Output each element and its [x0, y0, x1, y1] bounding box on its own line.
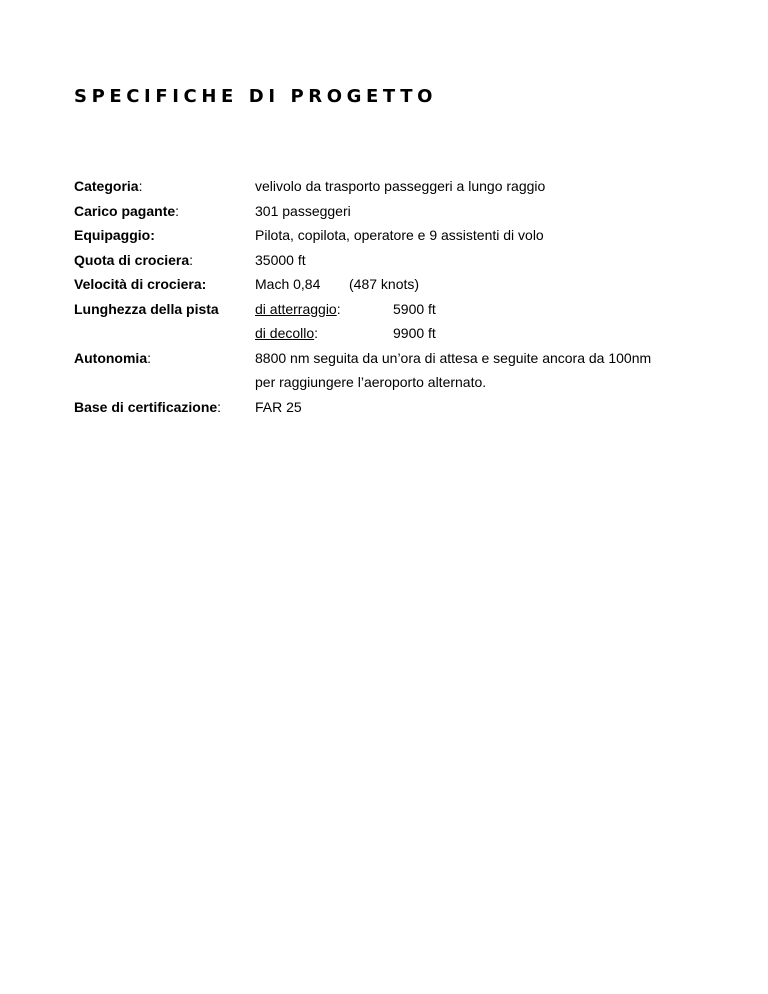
spec-value: Mach 0,84: [255, 276, 321, 292]
spec-sub-value: 9900 ft: [393, 325, 436, 341]
spec-label: Velocità di crociera:: [74, 276, 207, 292]
spec-row-categoria: [74, 176, 714, 201]
spec-sub-label: di decollo:: [255, 325, 319, 341]
spec-value: FAR 25: [255, 398, 302, 415]
spec-value: per raggiungere l’aeroporto alternato.: [255, 374, 487, 390]
spec-label: Equipaggio:: [74, 227, 155, 243]
spec-row-equipaggio: [74, 225, 714, 250]
spec-row-quota-crociera: [74, 250, 714, 275]
spec-row-lunghezza-pista: [74, 299, 714, 324]
specifications-list: [74, 176, 714, 421]
spec-label: Base di certificazione:: [74, 398, 222, 415]
spec-value: 301 passeggeri: [255, 202, 351, 219]
spec-row-autonomia: [74, 348, 714, 373]
spec-row-carico-pagante: [74, 201, 714, 226]
spec-row-base-certificazione: [74, 397, 714, 422]
spec-sub-value: 5900 ft: [393, 300, 436, 317]
spec-value-secondary: (487 knots): [349, 276, 420, 292]
spec-value: velivolo da trasporto passeggeri a lungo raggio: [255, 178, 546, 194]
spec-value: Pilota, copilota, operatore e 9 assistenti di volo: [255, 227, 544, 243]
spec-label: Quota di crociera:: [74, 251, 194, 268]
spec-value: 35000 ft: [255, 251, 306, 268]
spec-row-autonomia-continued: [74, 372, 714, 397]
spec-value: 8800 nm seguita da un’ora di attesa e seguite ancora da 100nm: [255, 349, 652, 366]
spec-row-velocita-crociera: [74, 274, 714, 299]
spec-sub-label: di atterraggio:: [255, 300, 341, 317]
spec-label: Carico pagante:: [74, 202, 180, 219]
spec-label: Categoria:: [74, 178, 143, 194]
page-title: SPECIFICHE DI PROGETTO: [74, 86, 437, 107]
spec-row-decollo: [74, 323, 714, 348]
spec-label: Lunghezza della pista: [74, 300, 219, 317]
spec-label: Autonomia:: [74, 349, 151, 366]
